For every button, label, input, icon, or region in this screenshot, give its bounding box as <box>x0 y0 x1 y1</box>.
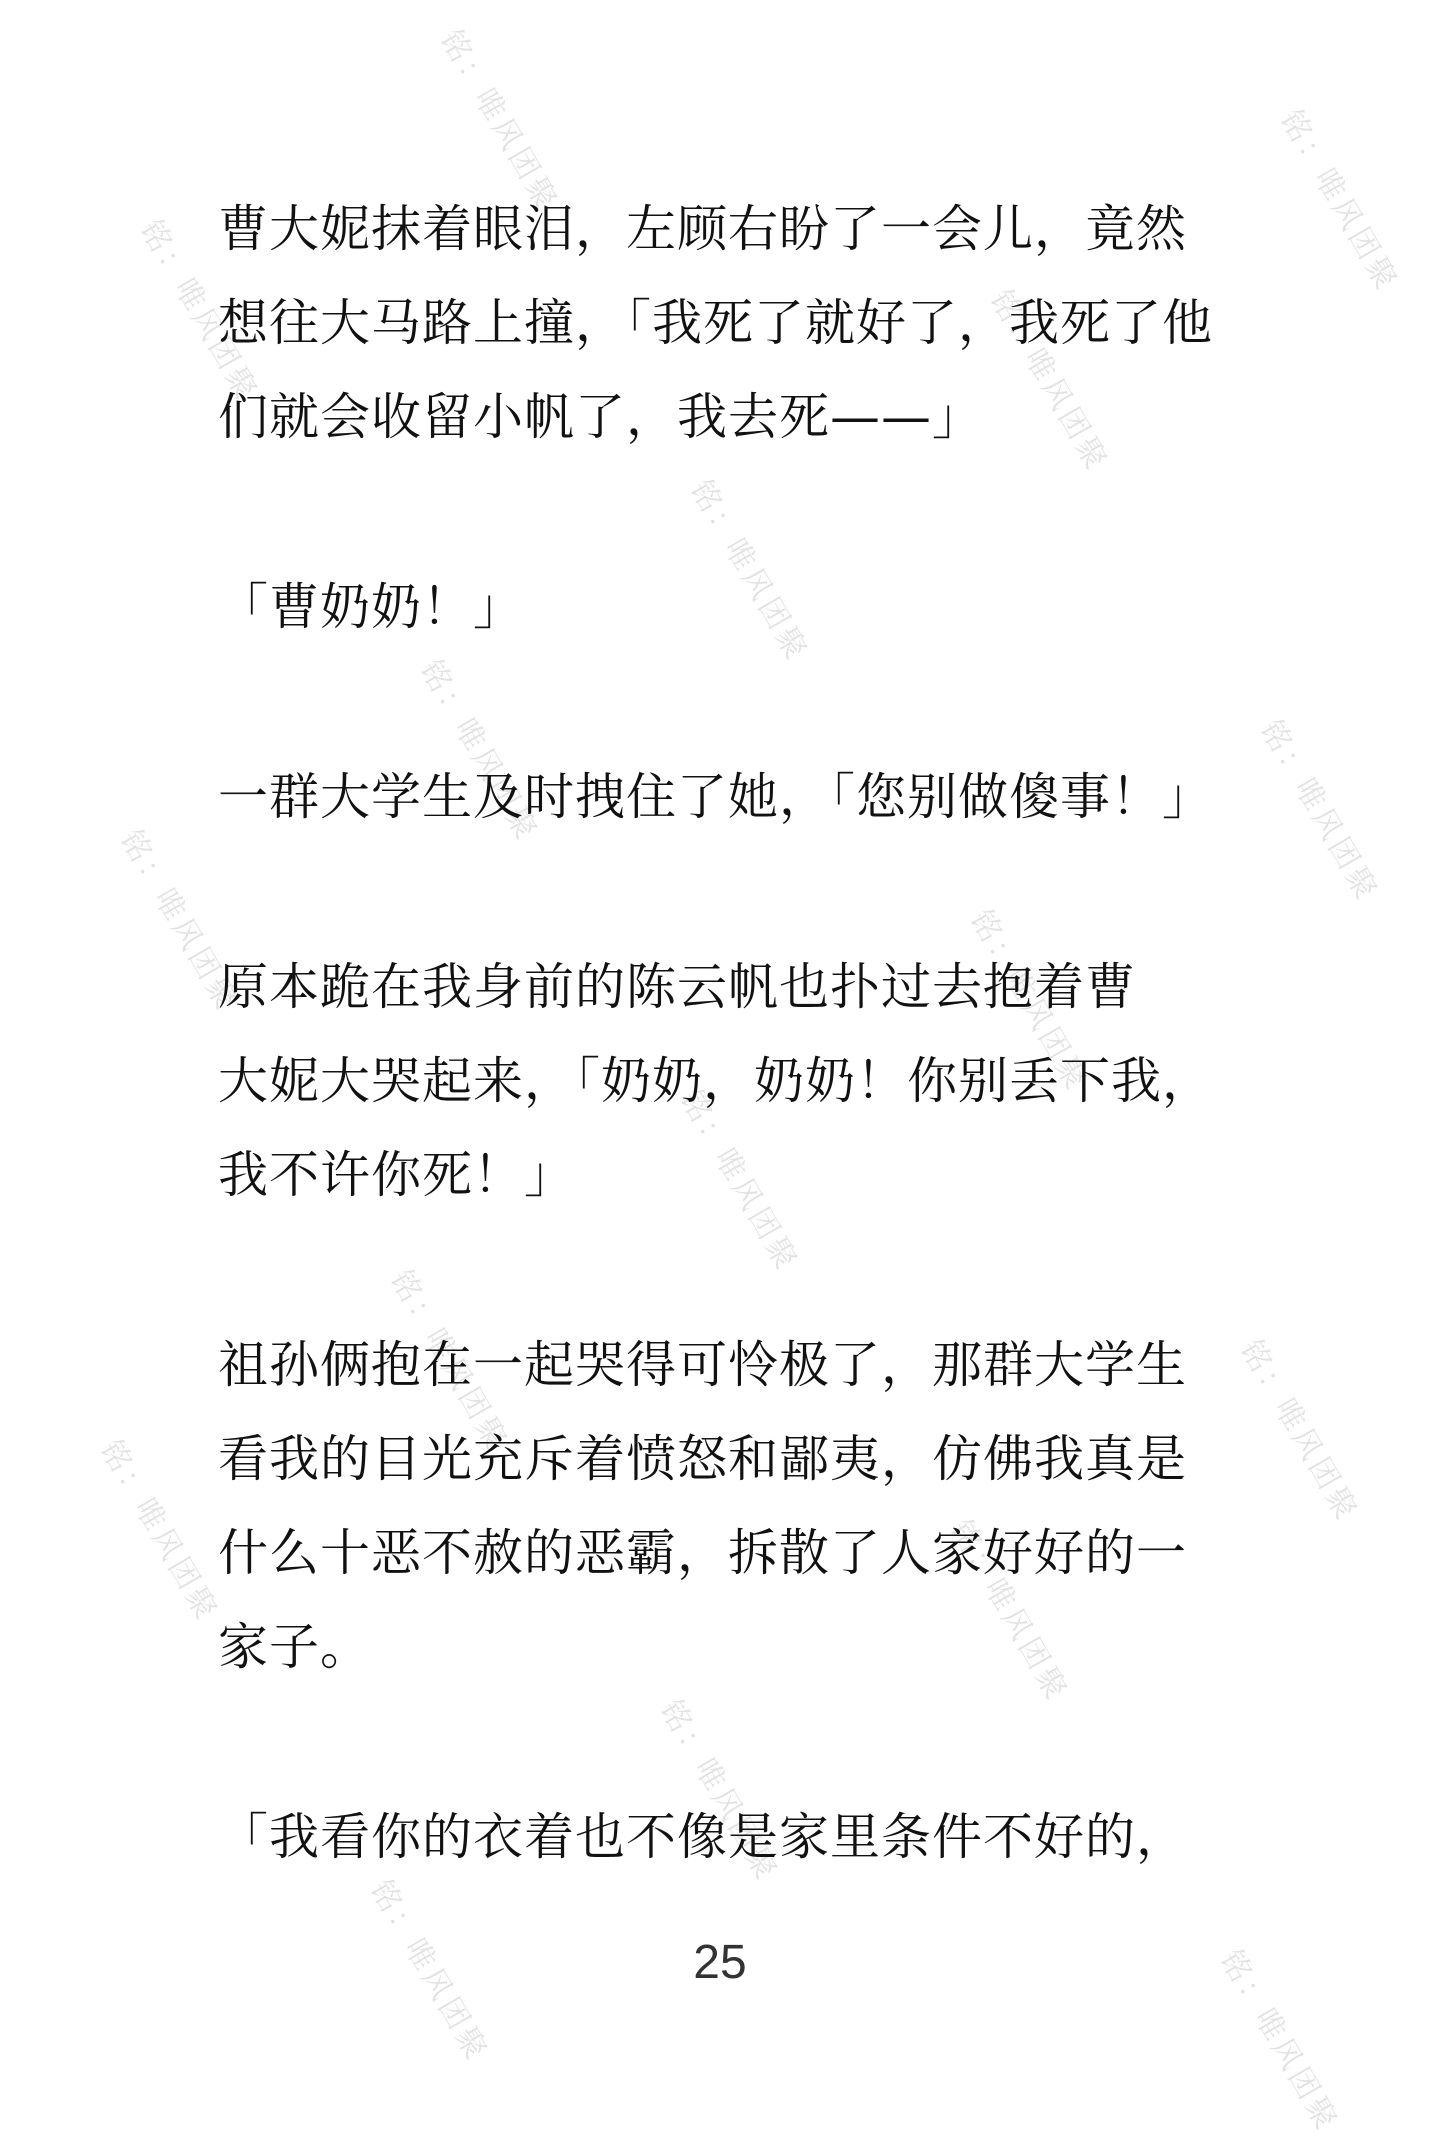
watermark: 铭：唯风团聚 <box>412 654 546 849</box>
text-line: 曹大妮抹着眼泪，左顾右盼了一会儿，竟然 <box>218 200 1187 258</box>
watermark: 铭：唯风团聚 <box>112 824 246 1019</box>
watermark: 铭：唯风团聚 <box>982 284 1116 479</box>
text-line: 家子。 <box>218 1618 371 1676</box>
paragraph <box>218 182 1228 464</box>
paragraph <box>218 1318 1228 1694</box>
watermark: 铭：唯风团聚 <box>1252 714 1386 909</box>
watermark: 铭：唯风团聚 <box>382 1264 516 1459</box>
text-line: 想往大马路上撞，「我死了就好了，我死了他 <box>218 294 1213 352</box>
text-line: 看我的目光充斥着愤怒和鄙夷，仿佛我真是 <box>218 1430 1187 1488</box>
text-line: 「曹奶奶！」 <box>218 578 524 636</box>
watermark: 铭：唯风团聚 <box>962 904 1096 1099</box>
watermark: 铭：唯风团聚 <box>652 1694 786 1889</box>
text-line: 大妮大哭起来，「奶奶，奶奶！你别丢下我， <box>218 1052 1213 1110</box>
text-line: 我不许你死！」 <box>218 1146 575 1204</box>
text-line: 们就会收留小帆了，我去死——」 <box>218 388 983 446</box>
paragraph <box>218 750 1228 844</box>
watermark: 铭：唯风团聚 <box>132 214 266 409</box>
text-line: 祖孙俩抱在一起哭得可怜极了，那群大学生 <box>218 1336 1187 1394</box>
page-number: 25 <box>693 1936 747 1989</box>
watermark: 铭：唯风团聚 <box>1232 1334 1366 1529</box>
text-line: 一群大学生及时拽住了她，「您别做傻事！」 <box>218 768 1213 826</box>
paragraph <box>218 1790 1228 1884</box>
watermark: 铭：唯风团聚 <box>92 1434 226 1629</box>
article-body <box>218 182 1228 1980</box>
watermark: 铭：唯风团聚 <box>1212 1944 1346 2139</box>
watermark: 铭：唯风团聚 <box>362 1874 496 2069</box>
paragraph <box>218 560 1228 654</box>
text-line: 「我看你的衣着也不像是家里条件不好的， <box>218 1808 1187 1866</box>
watermark: 铭：唯风团聚 <box>1272 104 1406 299</box>
watermark: 铭：唯风团聚 <box>432 24 566 219</box>
paragraph <box>218 940 1228 1222</box>
text-line: 什么十恶不赦的恶霸，拆散了人家好好的一 <box>218 1524 1187 1582</box>
text-line: 原本跪在我身前的陈云帆也扑过去抱着曹 <box>218 958 1136 1016</box>
watermark: 铭：唯风团聚 <box>942 1514 1076 1709</box>
watermark: 铭：唯风团聚 <box>672 1084 806 1279</box>
watermark: 铭：唯风团聚 <box>682 474 816 669</box>
